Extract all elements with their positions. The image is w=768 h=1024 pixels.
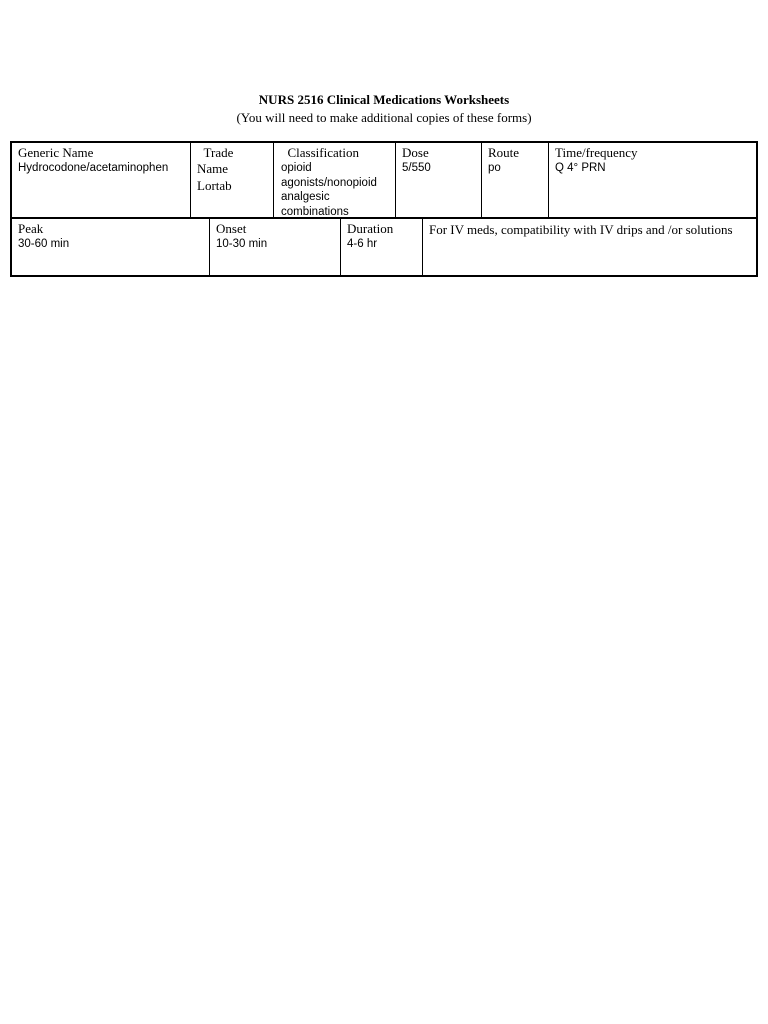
worksheet-subtitle: (You will need to make additional copies of these forms): [236, 110, 532, 125]
time-frequency-label: Time/frequency: [555, 145, 638, 160]
classification-cell: [274, 143, 396, 217]
route-value: po: [488, 162, 501, 174]
dose-value: 5/550: [402, 162, 431, 174]
trade-name-value: Lortab: [197, 178, 232, 193]
pharmacokinetics-row: [10, 217, 758, 277]
onset-value: 10-30 min: [216, 238, 268, 250]
dose-label: Dose: [402, 145, 429, 160]
classification-label: Classification: [281, 145, 359, 160]
duration-value: 4-6 hr: [347, 238, 378, 250]
generic-name-cell: [12, 143, 191, 217]
medication-info-row: [10, 141, 758, 219]
route-label: Route: [488, 145, 520, 160]
trade-name-cell: [191, 143, 274, 217]
time-frequency-cell: [549, 143, 756, 217]
duration-cell: [341, 219, 423, 275]
route-cell: [482, 143, 549, 217]
generic-name-label: Generic Name: [18, 145, 94, 160]
onset-label: Onset: [216, 221, 247, 236]
iv-compatibility-label: For IV meds, compatibility with IV drips and /or solutions: [429, 222, 733, 237]
classification-value: opioid agonists/nonopioid analgesic combinations: [281, 162, 377, 217]
trade-name-label: Trade Name: [197, 145, 234, 176]
dose-cell: [396, 143, 482, 217]
generic-name-value: Hydrocodone/acetaminophen: [18, 162, 169, 174]
peak-cell: [12, 219, 210, 275]
peak-label: Peak: [18, 221, 44, 236]
duration-label: Duration: [347, 221, 394, 236]
time-frequency-value: Q 4° PRN: [555, 162, 606, 174]
iv-compatibility-cell: [423, 219, 756, 275]
worksheet-title: NURS 2516 Clinical Medications Worksheets: [258, 92, 510, 107]
onset-cell: [210, 219, 341, 275]
peak-value: 30-60 min: [18, 238, 70, 250]
